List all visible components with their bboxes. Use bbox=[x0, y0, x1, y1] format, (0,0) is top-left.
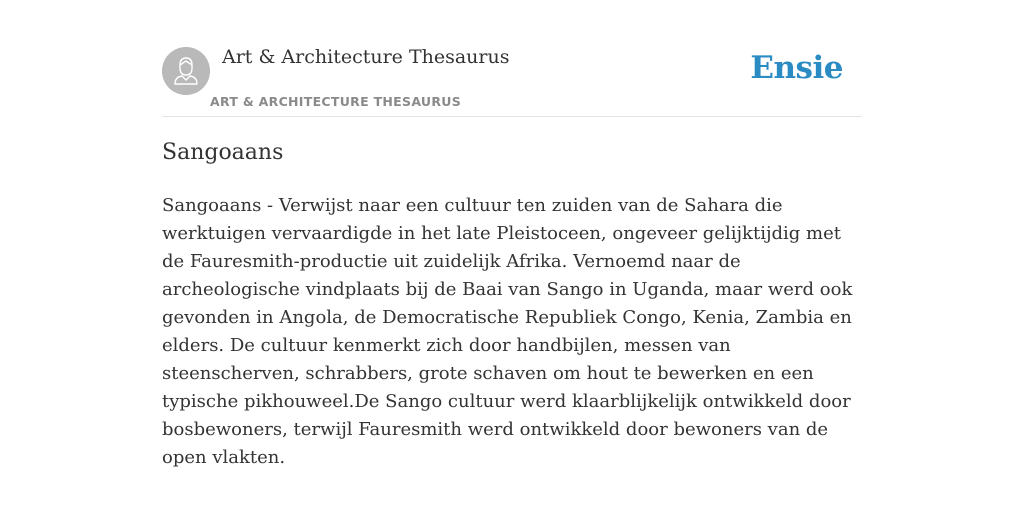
page-title: Sangoaans bbox=[162, 140, 284, 165]
avatar[interactable] bbox=[162, 47, 210, 95]
page-container bbox=[162, 0, 862, 468]
source-subtitle[interactable]: ART & ARCHITECTURE THESAURUS bbox=[210, 94, 462, 109]
user-icon bbox=[162, 47, 210, 95]
brand-logo[interactable]: Ensie bbox=[750, 50, 843, 86]
entry-header bbox=[162, 0, 862, 117]
definition-text: Sangoaans - Verwijst naar een cultuur ten zuiden van de Sahara die werktuigen vervaardigde in het late Pleistoceen, ongeveer gelijktijdig met de Fauresmith-productie uit zuidelijk Afrika. Vernoemd naar de archeologische vindplaats bij de Baai van Sango in Uganda, maar werd ook gevonden in Angola, de Democratische Republiek Congo, Kenia, Zambia en elders. De cultuur kenmerkt zich door handbijlen, messen van steenscherven, schrabbers, grote schaven om hout te bewerken en een typische pikhouweel.De Sango cultuur werd klaarblijkelijk ontwikkeld door bosbewoners, terwijl Fauresmith werd ontwikkeld door bewoners van de open vlakten. bbox=[162, 195, 853, 468]
source-title[interactable]: Art & Architecture Thesaurus bbox=[222, 46, 510, 68]
